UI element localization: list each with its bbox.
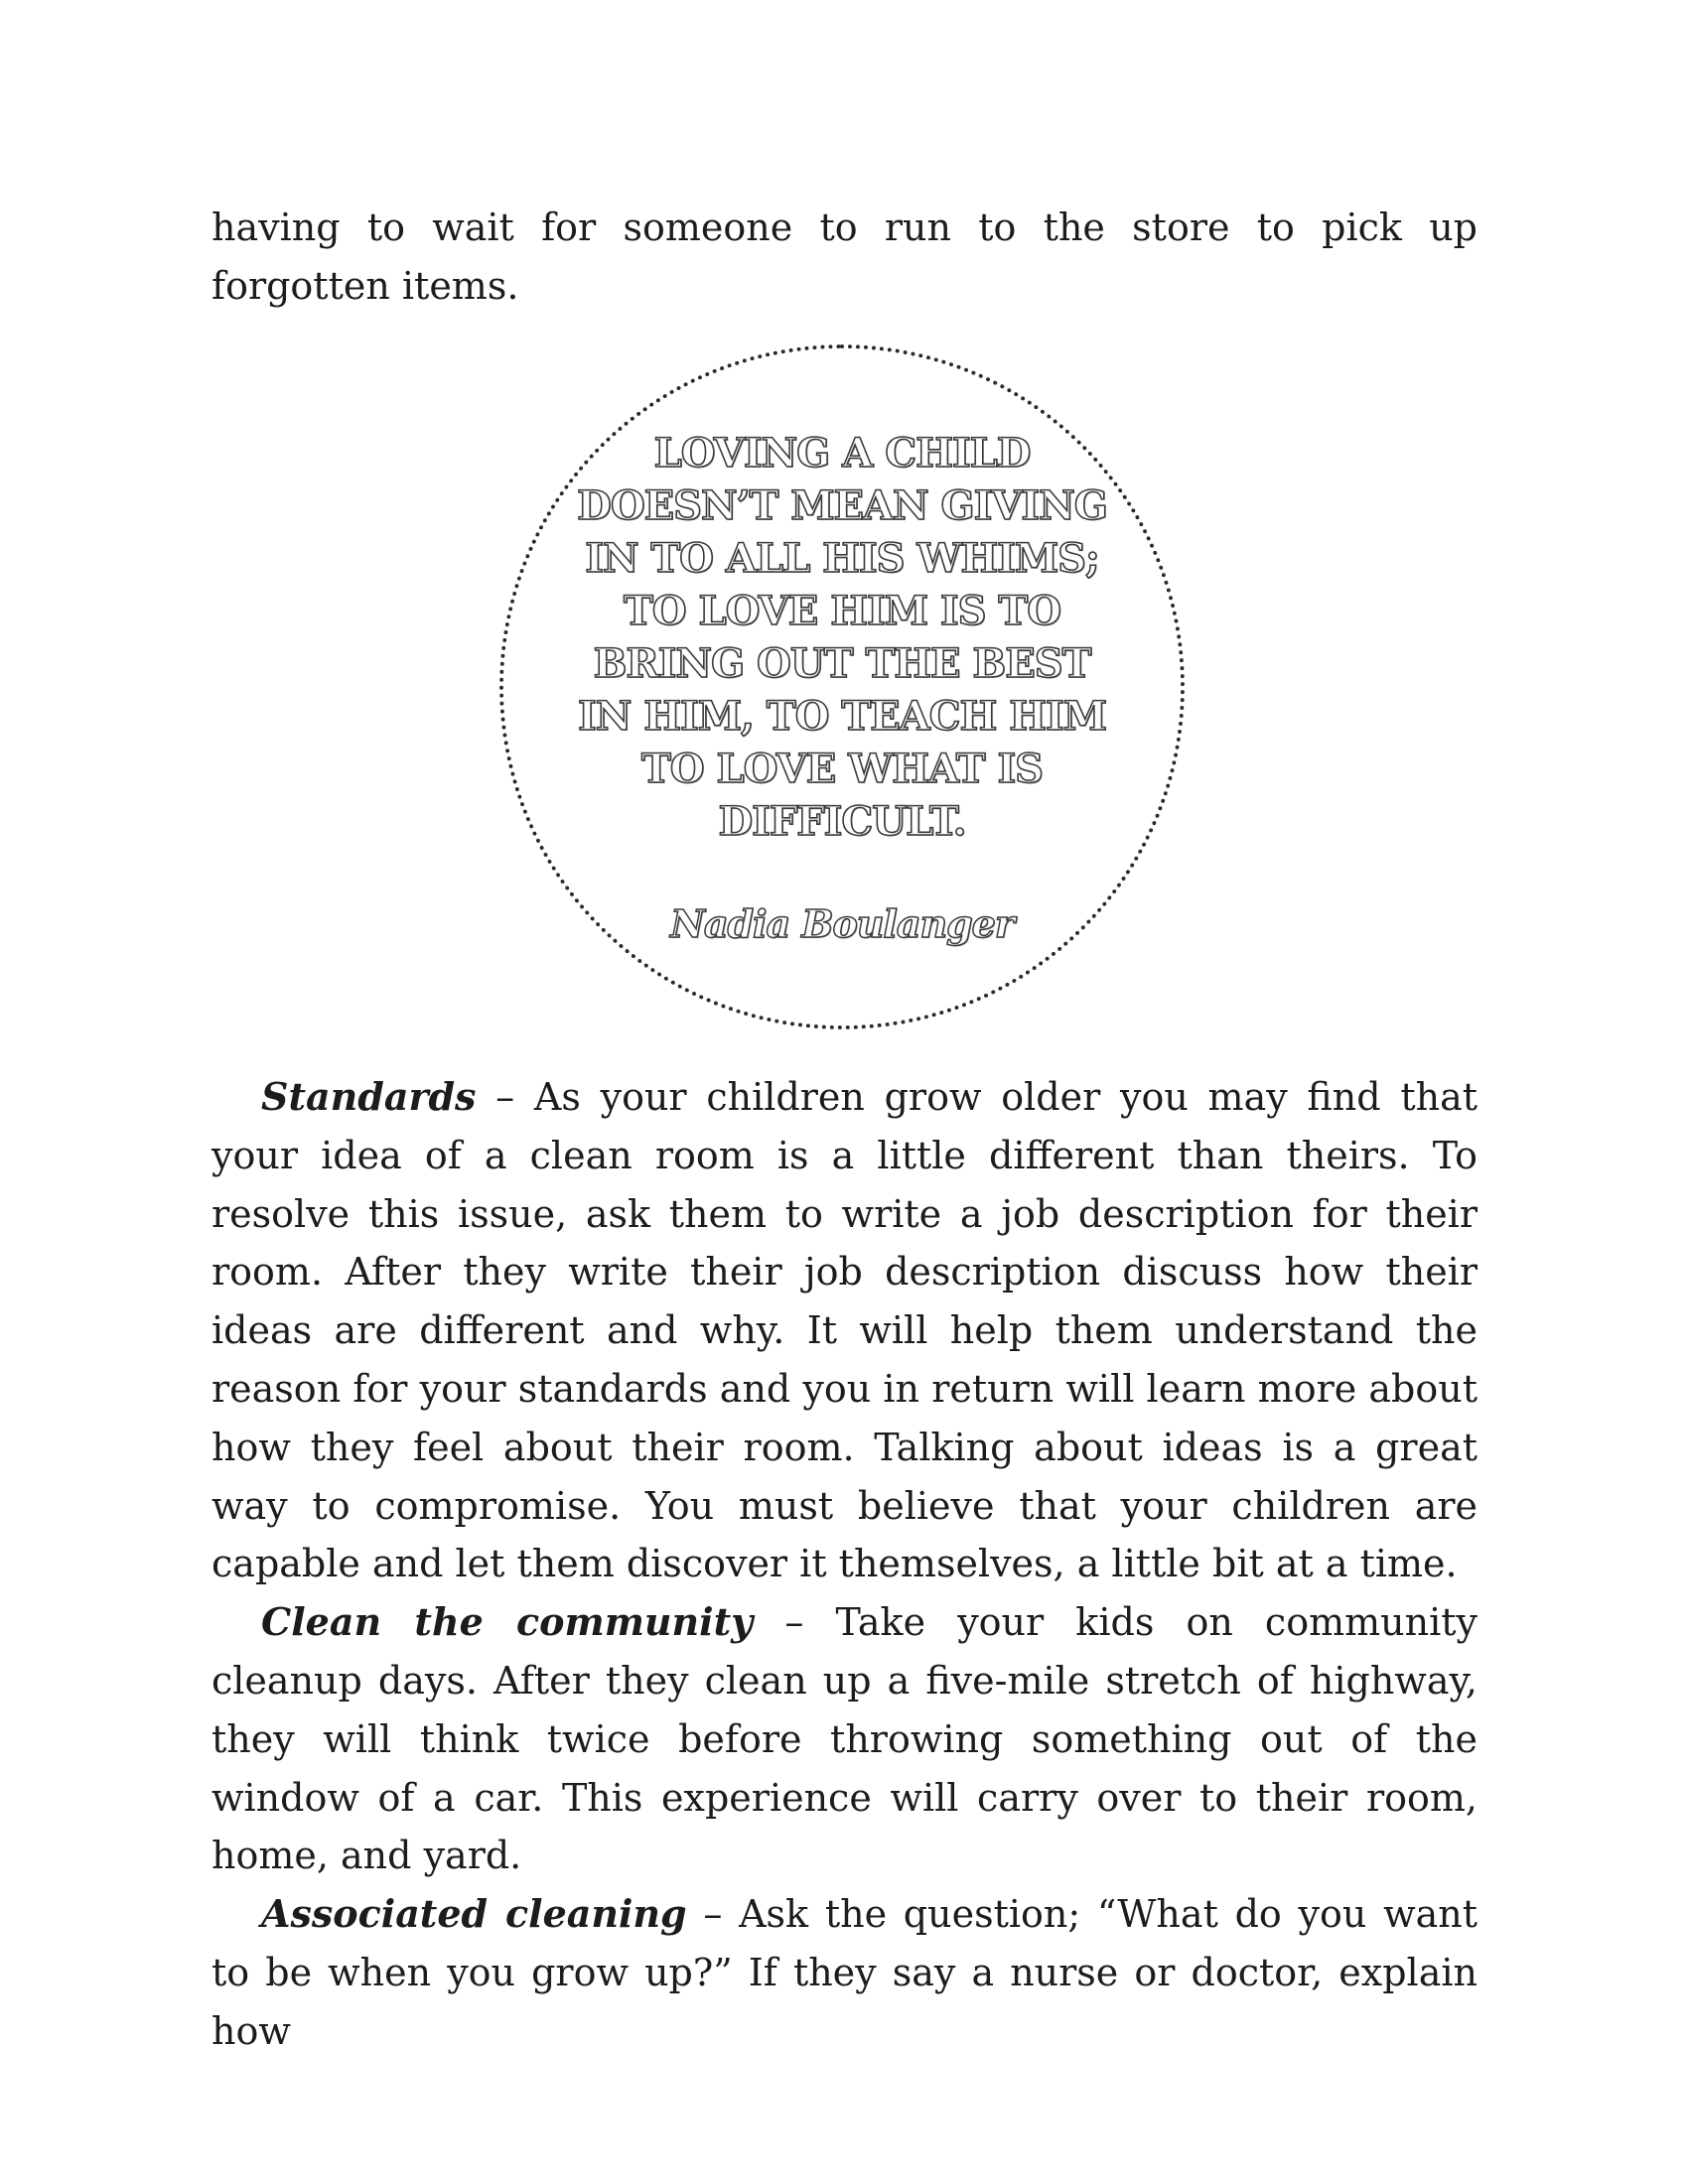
quote-line: DOESN’T MEAN GIVING [577,482,1107,529]
paragraph-lead: Associated cleaning [261,1891,687,1937]
paragraph-lead: Clean the community [261,1599,754,1645]
paragraph-text: – Ask the question; “What do you want to be when you grow up?” If they say a nurse or doctor, explain how [211,1892,1477,2053]
quote-line: TO LOVE HIM IS TO [623,588,1061,634]
paragraph-text: – Take your kids on community cleanup days. After they clean up a five-mile stretch of highway, they will think twice before throwing something out of the window of a car. This experience will carry over to their room, home, and yard. [211,1600,1477,1878]
opening-paragraph [211,199,1477,316]
paragraph-associated-cleaning [211,1885,1477,2060]
quote-line: IN HIM, TO TEACH HIM [578,693,1106,740]
quote-line: BRING OUT THE BEST [593,640,1091,687]
quote-text [499,427,1185,848]
paragraph-text: – As your children grow older you may find that your idea of a clean room is a little different than theirs. To resolve this issue, ask them to write a job description for their room. After they write their job description discuss how their ideas are different and why. It will help them understand the reason for your standards and you in return will learn more about how they feel about their room. Talking about ideas is a great way to compromise. You must believe that your children are capable and let them discover it themselves, a little bit at a time. [211,1075,1477,1586]
quote-author: Nadia Boulanger [670,901,1014,946]
opening-text: having to wait for someone to run to the store to pick up forgotten items. [211,205,1477,308]
paragraph-standards [211,1068,1477,1593]
paragraph-clean-the-community [211,1593,1477,1885]
quote-line: TO LOVE WHAT IS [640,746,1044,792]
paragraph-lead: Standards [261,1074,477,1119]
quote-line: LOVING A CHILD [653,430,1031,477]
quote-line: IN TO ALL HIS WHIMS; [585,535,1099,582]
body-paragraphs [211,1068,1477,2061]
quote-line: DIFFICULT. [718,798,966,845]
